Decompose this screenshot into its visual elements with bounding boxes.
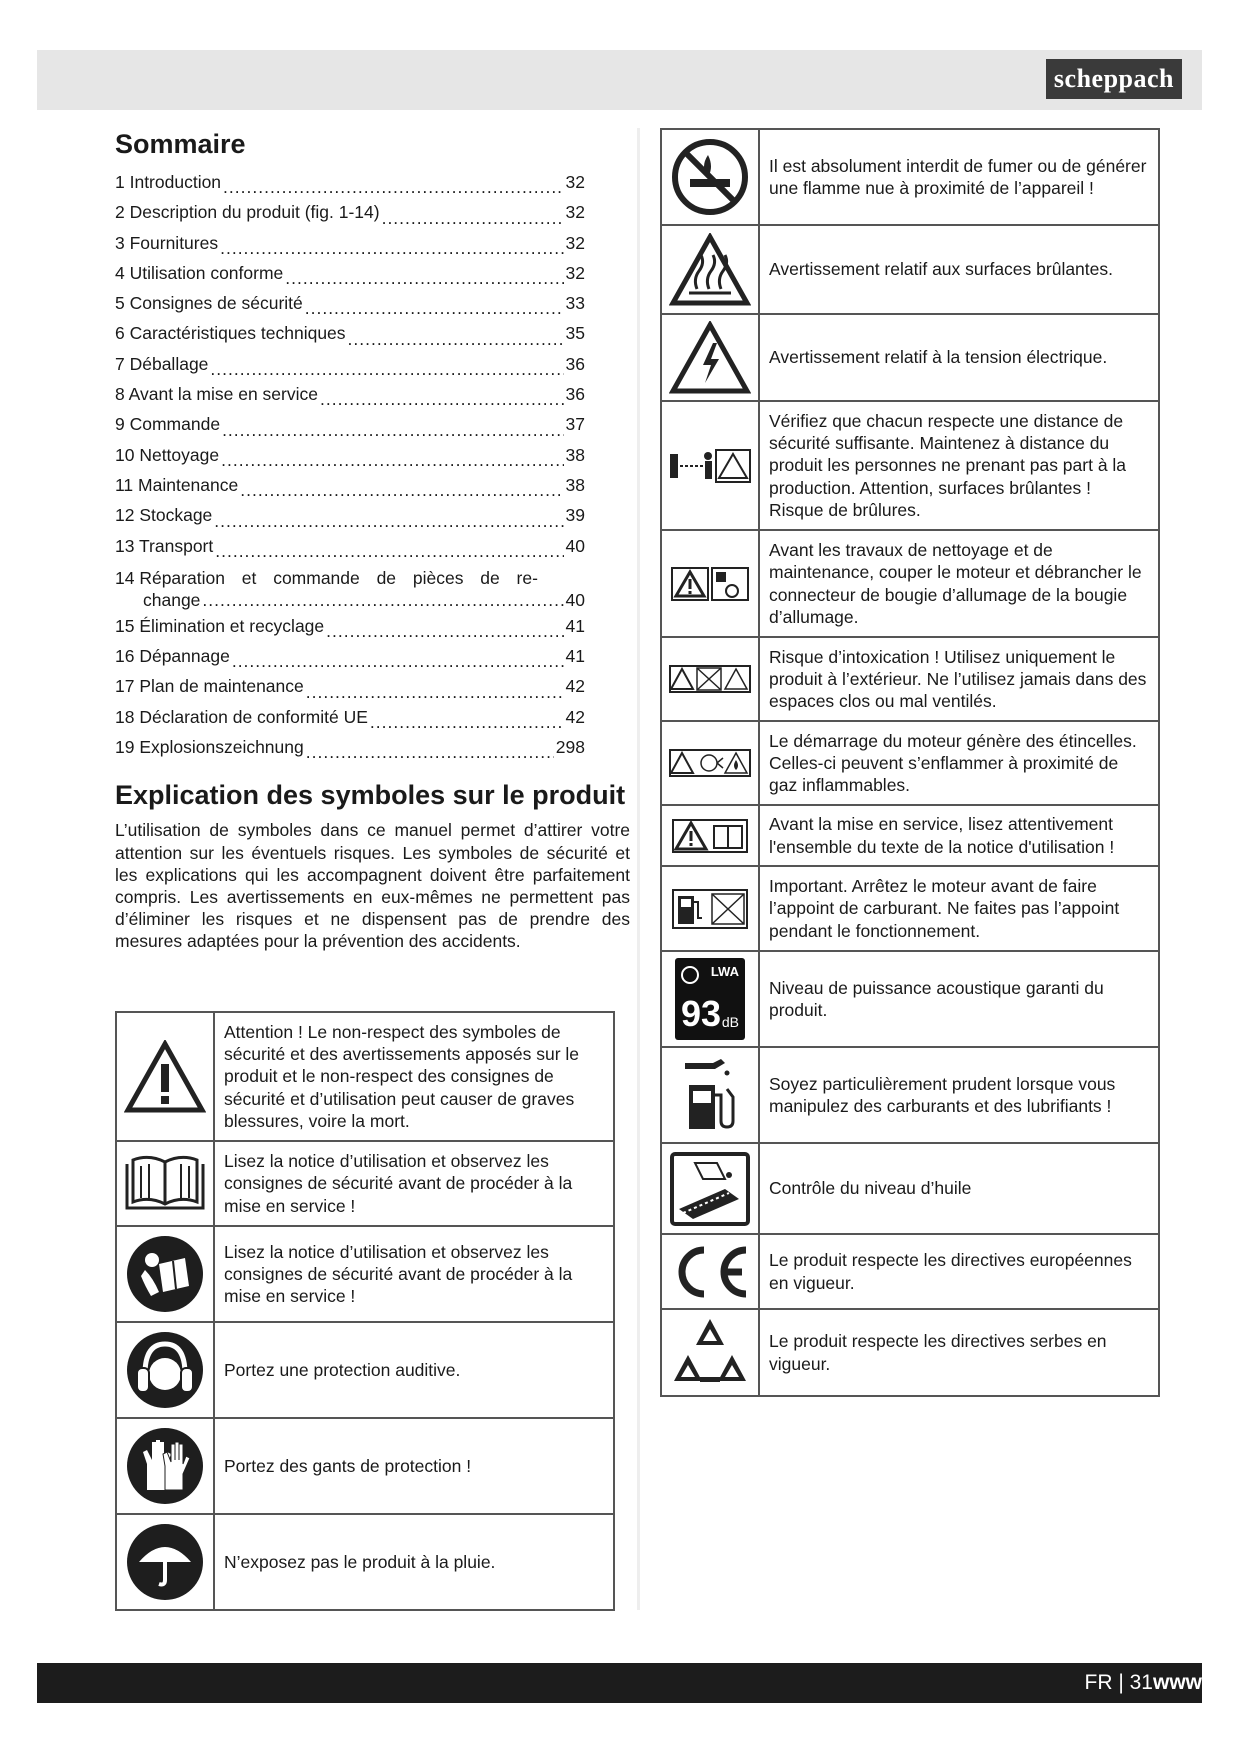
- toc-item[interactable]: 14 Réparation et commande de pièces de re- change ..... 40: [115, 561, 585, 611]
- brand-logo: scheppach: [1046, 59, 1182, 99]
- symbol-row: [661, 225, 1159, 314]
- stop-engine-refuel-icon: [661, 866, 759, 951]
- toc-item[interactable]: 11 Maintenance ..... 38: [115, 470, 585, 500]
- toc-item[interactable]: 2 Description du produit (fig. 1-14) ..... 32: [115, 197, 585, 227]
- symbol-row: [116, 1012, 614, 1141]
- footer-band: [37, 1663, 1202, 1703]
- symbol-description: Risque d’intoxication ! Utilisez uniquement le produit à l’extérieur. Ne l’utilisez jamais dans des espaces clos ou mal ventilés.: [759, 637, 1159, 721]
- warning-manual-icon: [661, 805, 759, 866]
- symbol-row: [116, 1322, 614, 1418]
- header-band: [37, 50, 1202, 110]
- symbol-row: [116, 1514, 614, 1610]
- toc-item[interactable]: 17 Plan de maintenance ..... 42: [115, 671, 585, 701]
- symbol-row: [116, 1226, 614, 1322]
- fuel-oil-icon: [661, 1047, 759, 1143]
- toc-item[interactable]: 9 Commande ..... 37: [115, 409, 585, 439]
- symbols-intro-paragraph: L’utilisation de symboles dans ce manuel permet d’attirer votre attention sur les éventuels risques. Les symboles de sécurité et les explications qui les accompagnent doivent être parfaitement compris. Les avertissements en eux-mêmes ne permettent pas d’éliminer les risques et ne dispensent pas de prendre des mesures adaptées pour la prévention des accidents.: [115, 820, 630, 952]
- symbol-description: Avant la mise en service, lisez attentivement l'ensemble du texte de la notice d'utilisation !: [759, 805, 1159, 866]
- symbol-row: [661, 721, 1159, 805]
- symbol-description: Vérifiez que chacun respecte une distance de sécurité suffisante. Maintenez à distance du produit les personnes ne prenant pas part à la production. Attention, surfaces brûlantes ! Risque de brûlures.: [759, 401, 1159, 530]
- toc-list: [115, 167, 585, 762]
- lwa-label: LWA: [710, 964, 739, 979]
- right-symbol-table: [660, 128, 1160, 1397]
- toc-item[interactable]: 10 Nettoyage ..... 38: [115, 440, 585, 470]
- warning-triangle-icon: [116, 1012, 214, 1141]
- umbrella-icon: [116, 1514, 214, 1610]
- symbol-description: Le produit respecte les directives européennes en vigueur.: [759, 1234, 1159, 1309]
- toc-title: Sommaire: [115, 129, 246, 159]
- toc-item[interactable]: 16 Dépannage ..... 41: [115, 641, 585, 671]
- sound-power-icon: [661, 951, 759, 1047]
- symbol-description: Niveau de puissance acoustique garanti du produit.: [759, 951, 1159, 1047]
- safety-distance-icon: [661, 401, 759, 530]
- symbol-description: Attention ! Le non-respect des symboles de sécurité et des avertissements apposés sur le produit et le non-respect des consignes de sécurité et d’utilisation peut causer de graves blessures, voire la mort.: [214, 1012, 614, 1141]
- symbol-description: Lisez la notice d’utilisation et observez les consignes de sécurité avant de procéder à la mise en service !: [214, 1141, 614, 1226]
- symbol-description: Lisez la notice d’utilisation et observez les consignes de sécurité avant de procéder à la mise en service !: [214, 1226, 614, 1322]
- toc-item[interactable]: 19 Explosionszeichnung ..... 298: [115, 732, 585, 762]
- hot-surface-icon: [661, 225, 759, 314]
- symbol-description: Il est absolument interdit de fumer ou de générer une flamme nue à proximité de l’appareil !: [759, 129, 1159, 225]
- symbol-row: [661, 401, 1159, 530]
- symbol-row: [661, 530, 1159, 637]
- gloves-icon: [116, 1418, 214, 1514]
- symbol-row: [661, 129, 1159, 225]
- symbol-row: [661, 1143, 1159, 1234]
- lwa-unit: dB: [721, 1014, 739, 1030]
- toc-item[interactable]: 6 Caractéristiques techniques ..... 35: [115, 318, 585, 348]
- symbol-row: [661, 1234, 1159, 1309]
- symbol-description: Portez une protection auditive.: [214, 1322, 614, 1418]
- toc-item[interactable]: 5 Consignes de sécurité ..... 33: [115, 288, 585, 318]
- lwa-value: 93: [681, 993, 722, 1034]
- symbol-row: [116, 1418, 614, 1514]
- toc-item[interactable]: 15 Élimination et recyclage ..... 41: [115, 611, 585, 641]
- symbol-row: [116, 1141, 614, 1226]
- symbol-row: [661, 951, 1159, 1047]
- oil-level-icon: [661, 1143, 759, 1234]
- symbol-row: [661, 866, 1159, 951]
- symbol-description: Avertissement relatif aux surfaces brûlantes.: [759, 225, 1159, 314]
- symbol-description: Important. Arrêtez le moteur avant de faire l’appoint de carburant. Ne faites pas l’appoint pendant le fonctionnement.: [759, 866, 1159, 951]
- symbol-description: N’exposez pas le produit à la pluie.: [214, 1514, 614, 1610]
- read-manual-icon: [116, 1226, 214, 1322]
- footer-url[interactable]: www: [1152, 1671, 1202, 1694]
- left-column: [115, 128, 630, 953]
- symbol-row: [661, 1047, 1159, 1143]
- symbol-row: [661, 1309, 1159, 1396]
- spark-plug-disconnect-icon: [661, 530, 759, 637]
- ear-protection-icon: [116, 1322, 214, 1418]
- toc-item[interactable]: 4 Utilisation conforme ..... 32: [115, 258, 585, 288]
- no-smoking-icon: [661, 129, 759, 225]
- symbol-row: [661, 637, 1159, 721]
- footer-page-label: FR | 31www: [1084, 1671, 1202, 1694]
- toc-item[interactable]: 3 Fournitures ..... 32: [115, 228, 585, 258]
- spark-flammable-icon: [661, 721, 759, 805]
- toc-item[interactable]: 8 Avant la mise en service ..... 36: [115, 379, 585, 409]
- symbol-description: Avertissement relatif à la tension électrique.: [759, 314, 1159, 401]
- open-book-icon: [116, 1141, 214, 1226]
- symbol-description: Soyez particulièrement prudent lorsque vous manipulez des carburants et des lubrifiants !: [759, 1047, 1159, 1143]
- symbol-description: Avant les travaux de nettoyage et de maintenance, couper le moteur et débrancher le connecteur de bougie d’allumage de la bougie d’allumage.: [759, 530, 1159, 637]
- symbols-section-title: Explication des symboles sur le produit: [115, 780, 626, 811]
- electric-voltage-icon: [661, 314, 759, 401]
- toc-item[interactable]: 1 Introduction ..... 32: [115, 167, 585, 197]
- symbol-description: Le démarrage du moteur génère des étincelles. Celles-ci peuvent s’enflammer à proximité de gaz inflammables.: [759, 721, 1159, 805]
- symbol-description: Le produit respecte les directives serbes en vigueur.: [759, 1309, 1159, 1396]
- toc-item[interactable]: 18 Déclaration de conformité UE ..... 42: [115, 702, 585, 732]
- symbol-description: Contrôle du niveau d’huile: [759, 1143, 1159, 1234]
- column-divider: [637, 128, 640, 1610]
- symbol-row: [661, 314, 1159, 401]
- toc-item[interactable]: 13 Transport ..... 40: [115, 531, 585, 561]
- toc-item[interactable]: 12 Stockage ..... 39: [115, 500, 585, 530]
- symbol-description: Portez des gants de protection !: [214, 1418, 614, 1514]
- intoxication-icon: [661, 637, 759, 721]
- toc-item[interactable]: 7 Déballage ..... 36: [115, 349, 585, 379]
- left-symbol-table: [115, 1011, 615, 1611]
- serbian-mark-icon: [661, 1309, 759, 1396]
- ce-mark-icon: [661, 1234, 759, 1309]
- symbol-row: [661, 805, 1159, 866]
